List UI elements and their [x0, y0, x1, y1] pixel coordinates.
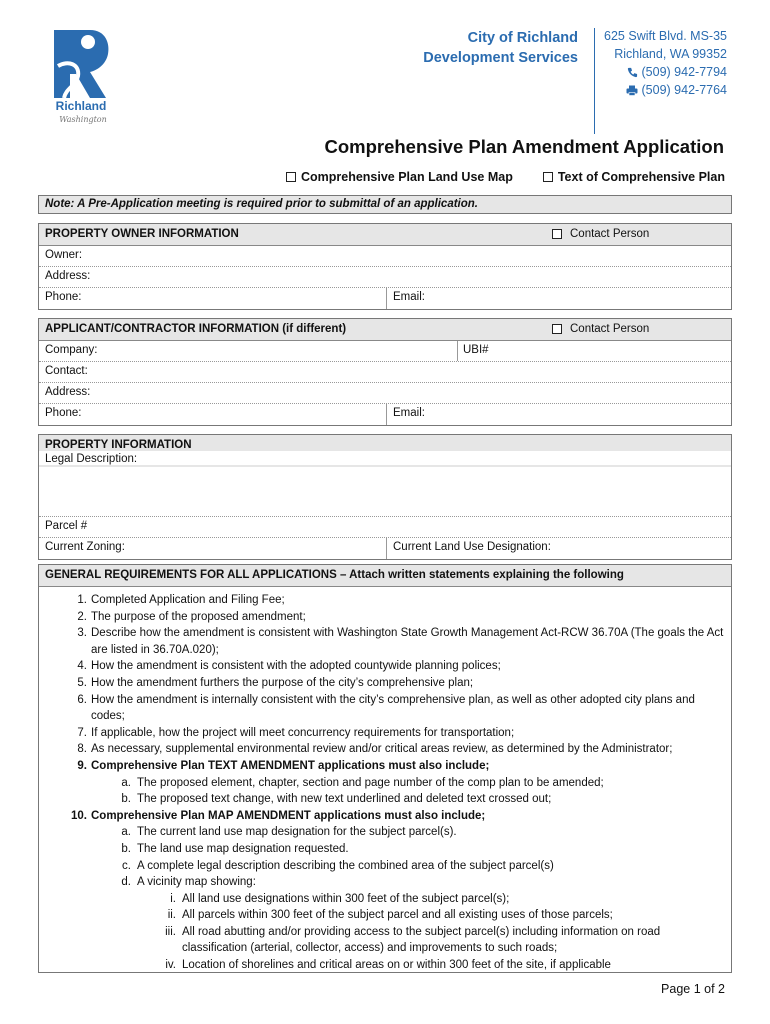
section-heading: [39, 435, 731, 467]
sub-list-item: a. The proposed element, chapter, section and page number of the comp plan to be amended;: [121, 776, 604, 789]
vicinity-item: iv. Location of shorelines and critical areas on or within 300 feet of the site, if applicable: [165, 959, 611, 972]
list-item: 5. How the amendment furthers the purpose of the city’s comprehensive plan;: [77, 676, 474, 689]
applicant-address-field[interactable]: [39, 383, 731, 404]
column-divider: [457, 341, 458, 361]
property-heading: PROPERTY INFORMATION: [45, 439, 192, 451]
applicant-contact-field[interactable]: [39, 362, 731, 383]
sub-list-item: d. A vicinity map showing:: [121, 876, 256, 889]
applicant-email-label: Email:: [393, 407, 425, 419]
owner-field[interactable]: [39, 246, 731, 267]
list-item: 9. Comprehensive Plan TEXT AMENDMENT applications must also include;: [77, 759, 490, 772]
parcel-label: Parcel #: [45, 520, 88, 532]
list-item: 1. Completed Application and Filing Fee;: [77, 594, 285, 606]
list-item: 3. Describe how the amendment is consistent with Washington State Growth Management Act-RCW 36.70A (The goals the Act are listed in 36.70A.020);: [77, 627, 724, 656]
list-item: 2. The purpose of the proposed amendment;: [77, 610, 306, 623]
land-use-designation-label: Current Land Use Designation:: [393, 541, 551, 553]
fax-number: (509) 942-7764: [641, 83, 727, 97]
section-heading: [39, 319, 731, 341]
applicant-contact-option[interactable]: [552, 323, 649, 335]
requirements-list: [39, 587, 731, 978]
phone-icon: [627, 67, 638, 78]
legal-description-field[interactable]: [39, 467, 731, 517]
column-divider: [386, 538, 387, 559]
section-heading: [39, 224, 731, 246]
owner-contact-option[interactable]: [552, 228, 649, 240]
requirements-heading: GENERAL REQUIREMENTS FOR ALL APPLICATIONS – Attach written statements explaining the following: [39, 565, 731, 587]
fax-icon: [626, 85, 638, 96]
applicant-section: [38, 318, 732, 426]
applicant-heading: APPLICANT/CONTRACTOR INFORMATION (if different): [45, 323, 347, 335]
property-owner-section: [38, 223, 732, 310]
list-item: 7. If applicable, how the project will meet concurrency requirements for transportation;: [77, 726, 515, 739]
form-title: Comprehensive Plan Amendment Application: [324, 136, 724, 157]
legal-description-label: Legal Description:: [39, 451, 731, 465]
letterhead: [0, 0, 770, 140]
org-line-1: City of Richland: [467, 30, 578, 46]
list-item: 6. How the amendment is internally consistent with the city’s comprehensive plan, as well as other adopted city plans and codes;: [77, 693, 695, 723]
list-item: 10. Comprehensive Plan MAP AMENDMENT applications must also include;: [71, 809, 486, 822]
vicinity-item: ii. All parcels within 300 feet of the subject parcel and all existing uses of those parcels;: [167, 909, 613, 922]
parcel-field[interactable]: [39, 517, 731, 538]
applicant-contact-label: Contact Person: [570, 323, 650, 335]
property-information-section: [38, 434, 732, 560]
company-label: Company:: [45, 344, 98, 356]
land-use-map-label: Comprehensive Plan Land Use Map: [300, 170, 513, 184]
company-ubi-row: [39, 341, 731, 362]
owner-phone-email-row: [39, 288, 731, 309]
vicinity-item: i. All land use designations within 300 feet of the subject parcel(s);: [170, 892, 510, 905]
svg-text:Richland: Richland: [55, 99, 107, 113]
general-requirements-section: [38, 564, 732, 973]
org-line-2: Development Services: [423, 50, 578, 66]
comp-plan-text-label: Text of Comprehensive Plan: [557, 170, 725, 184]
address-line-2: Richland, WA 99352: [614, 47, 727, 61]
applicant-contact-checkbox[interactable]: [552, 324, 562, 334]
contact-label: Contact:: [45, 365, 88, 377]
owner-heading: PROPERTY OWNER INFORMATION: [45, 228, 239, 240]
owner-phone-label: Phone:: [45, 291, 82, 303]
sub-list-item: b. The proposed text change, with new text underlined and deleted text crossed out;: [121, 793, 552, 806]
address-line-1: 625 Swift Blvd. MS-35: [604, 29, 727, 43]
application-type-options: [286, 170, 725, 184]
sub-list-item: c. A complete legal description describing the combined area of the subject parcel(s): [122, 859, 554, 872]
applicant-phone-email-row: [39, 404, 731, 425]
list-item: 8. As necessary, supplemental environmental review and/or critical areas review, as determined by the Administrator;: [77, 743, 673, 756]
owner-contact-checkbox[interactable]: [552, 229, 562, 239]
page-number: Page 1 of 2: [661, 982, 725, 996]
sub-list-item: a. The current land use map designation for the subject parcel(s).: [121, 826, 457, 839]
owner-address-field[interactable]: [39, 267, 731, 288]
owner-label: Owner:: [45, 249, 83, 261]
phone-number: (509) 942-7794: [641, 65, 727, 79]
owner-email-label: Email:: [393, 291, 425, 303]
richland-logo: [50, 26, 112, 130]
comp-plan-text-option[interactable]: [543, 170, 725, 184]
column-divider: [386, 404, 387, 425]
sub-list-item: b. The land use map designation requested.: [121, 842, 349, 855]
header-divider: [594, 28, 595, 134]
ubi-label: UBI#: [463, 344, 489, 356]
owner-contact-label: Contact Person: [570, 228, 650, 240]
zoning-label: Current Zoning:: [45, 541, 125, 553]
address-block: [600, 27, 727, 99]
column-divider: [386, 288, 387, 309]
land-use-map-option[interactable]: [286, 170, 513, 184]
svg-text:Washington: Washington: [59, 115, 107, 124]
applicant-address-label: Address:: [45, 386, 91, 398]
organization-name: [423, 28, 578, 68]
zoning-landuse-row: [39, 538, 731, 559]
applicant-phone-label: Phone:: [45, 407, 82, 419]
comp-plan-text-checkbox[interactable]: [543, 172, 553, 182]
land-use-map-checkbox[interactable]: [286, 172, 296, 182]
pre-application-note: Note: A Pre-Application meeting is required prior to submittal of an application.: [38, 195, 732, 214]
owner-address-label: Address:: [45, 270, 91, 282]
list-item: 4. How the amendment is consistent with the adopted countywide planning polices;: [77, 660, 501, 673]
vicinity-item: iii. All road abutting and/or providing access to the subject parcel(s) including information on road classification (arterial, collector, access) and improvements to such roads;: [165, 925, 661, 955]
